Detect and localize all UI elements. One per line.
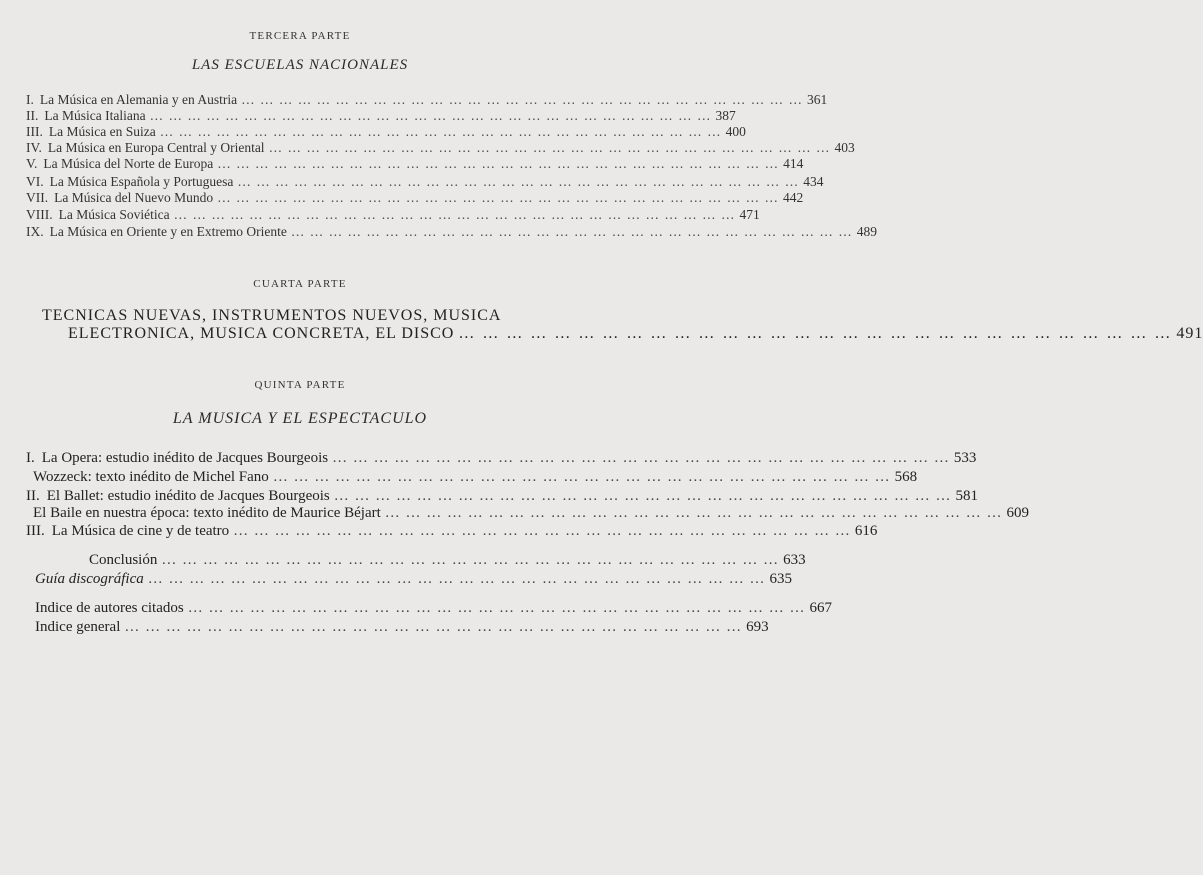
dot-leader: … … … … … … … … … … … … … … … … … … … … … … … … … … … … … … xyxy=(272,469,891,485)
toc-entry-conclusion xyxy=(89,552,806,569)
entry-page: 442 xyxy=(782,190,804,205)
entry-number: VI. xyxy=(26,174,44,189)
dot-leader: … … … … … … … … … … … … … … … … … … … … … … … … … … … … … … xyxy=(233,523,851,539)
entry-number: VIII. xyxy=(26,207,53,222)
part-4-title xyxy=(42,307,1203,343)
entry-number: VII. xyxy=(26,190,49,205)
entry-title: La Música en Oriente y en Extremo Oriente xyxy=(49,224,287,239)
entry-page: 568 xyxy=(894,469,918,485)
toc-entry xyxy=(26,190,804,206)
part-4-title-line-1: TECNICAS NUEVAS, INSTRUMENTOS NUEVOS, MUSICA xyxy=(42,307,502,324)
entry-page: 471 xyxy=(739,207,760,222)
part-4-title-line-2-text: ELECTRONICA, MUSICA CONCRETA, EL DISCO xyxy=(68,325,455,342)
toc-entry xyxy=(26,108,736,124)
entry-title: Indice de autores citados xyxy=(35,600,184,616)
dot-leader: … … … … … … … … … … … … … … … … … … … … … … … … … … … … … … xyxy=(332,450,950,466)
entry-page: 633 xyxy=(783,552,806,568)
dot-leader: … … … … … … … … … … … … … … … … … … … … … … … … … … … … … … xyxy=(241,92,803,107)
part-4-label: CUARTA PARTE xyxy=(253,278,347,290)
entry-number: II. xyxy=(26,488,40,504)
entry-title: Guía discográfica xyxy=(35,571,144,587)
entry-title: La Música de cine y de teatro xyxy=(51,523,230,539)
dot-leader: … … … … … … … … … … … … … … … … … … … … … … … … … … … … … … xyxy=(161,552,780,568)
entry-page: 616 xyxy=(854,523,878,539)
entry-page: 414 xyxy=(783,156,804,171)
dot-leader: … … … … … … … … … … … … … … … … … … … … … … … … … … … … … … xyxy=(458,325,1173,342)
entry-title: Indice general xyxy=(35,619,121,635)
entry-title: La Música Italiana xyxy=(44,108,146,123)
entry-page: 581 xyxy=(955,488,979,504)
entry-title: La Música en Europa Central y Oriental xyxy=(47,140,265,155)
entry-title: La Música en Alemania y en Austria xyxy=(39,92,238,107)
entry-page: 387 xyxy=(715,108,736,123)
entry-page: 400 xyxy=(725,124,746,139)
part-3-title: LAS ESCUELAS NACIONALES xyxy=(191,57,409,73)
entry-page: 403 xyxy=(834,140,855,155)
dot-leader: … … … … … … … … … … … … … … … … … … … … … … … … … … … … … … xyxy=(384,505,1003,521)
entry-page: 361 xyxy=(806,92,828,107)
entry-title: El Baile en nuestra época: texto inédito de Maurice Béjart xyxy=(33,505,381,521)
dot-leader: … … … … … … … … … … … … … … … … … … … … … … … … … … … … … … xyxy=(159,124,722,139)
dot-leader: … … … … … … … … … … … … … … … … … … … … … … … … … … … … … … xyxy=(187,600,806,616)
entry-page: 533 xyxy=(953,450,977,466)
part-4-title-line-2 xyxy=(42,325,1203,343)
entry-title: La Música Española y Portuguesa xyxy=(49,174,234,189)
entry-title: La Opera: estudio inédito de Jacques Bourgeois xyxy=(41,450,329,466)
part-4-page: 491 xyxy=(1176,325,1203,342)
toc-entry xyxy=(26,469,918,486)
entry-page: 667 xyxy=(809,600,832,616)
entry-title: Conclusión xyxy=(89,552,158,568)
entry-page: 434 xyxy=(803,174,824,189)
toc-entry xyxy=(26,224,878,240)
entry-number: IX. xyxy=(26,224,44,239)
entry-page: 693 xyxy=(746,619,769,635)
toc-entry xyxy=(26,124,746,140)
entry-number: V. xyxy=(26,156,38,171)
dot-leader: … … … … … … … … … … … … … … … … … … … … … … … … … … … … … … xyxy=(333,488,952,504)
entry-number: III. xyxy=(26,124,43,139)
entry-title: La Música del Norte de Europa xyxy=(43,156,214,171)
toc-entry xyxy=(26,505,1030,522)
toc-entry xyxy=(26,156,804,172)
toc-entry xyxy=(26,174,824,190)
entry-title: La Música Soviética xyxy=(58,207,170,222)
toc-entry xyxy=(26,523,878,540)
part-5-title: LA MUSICA Y EL ESPECTACULO xyxy=(172,410,428,427)
toc-entry-general-index xyxy=(35,619,769,636)
toc-entry-discography xyxy=(35,571,792,588)
entry-page: 635 xyxy=(769,571,792,587)
dot-leader: … … … … … … … … … … … … … … … … … … … … … … … … … … … … … … xyxy=(217,156,780,171)
entry-page: 609 xyxy=(1006,505,1030,521)
dot-leader: … … … … … … … … … … … … … … … … … … … … … … … … … … … … … … xyxy=(290,224,853,239)
toc-entry xyxy=(26,207,760,223)
toc-entry xyxy=(26,140,855,156)
entry-number: II. xyxy=(26,108,39,123)
dot-leader: … … … … … … … … … … … … … … … … … … … … … … … … … … … … … … xyxy=(217,190,779,205)
dot-leader: … … … … … … … … … … … … … … … … … … … … … … … … … … … … … … xyxy=(147,571,766,587)
toc-entry xyxy=(26,488,979,505)
entry-number: I. xyxy=(26,92,34,107)
entry-title: La Música en Suiza xyxy=(48,124,156,139)
entry-number: III. xyxy=(26,523,45,539)
toc-entry xyxy=(26,450,977,467)
dot-leader: … … … … … … … … … … … … … … … … … … … … … … … … … … … … … … xyxy=(173,207,736,222)
entry-page: 489 xyxy=(856,224,878,239)
dot-leader: … … … … … … … … … … … … … … … … … … … … … … … … … … … … … … xyxy=(124,619,743,635)
part-3-label: TERCERA PARTE xyxy=(249,30,351,42)
dot-leader: … … … … … … … … … … … … … … … … … … … … … … … … … … … … … … xyxy=(237,174,800,189)
entry-title: Wozzeck: texto inédito de Michel Fano xyxy=(33,469,269,485)
dot-leader: … … … … … … … … … … … … … … … … … … … … … … … … … … … … … … xyxy=(149,108,712,123)
entry-title: La Música del Nuevo Mundo xyxy=(54,190,214,205)
toc-entry xyxy=(26,92,828,108)
dot-leader: … … … … … … … … … … … … … … … … … … … … … … … … … … … … … … xyxy=(268,140,831,155)
part-5-label: QUINTA PARTE xyxy=(254,379,346,391)
entry-title: El Ballet: estudio inédito de Jacques Bourgeois xyxy=(46,488,330,504)
entry-number: I. xyxy=(26,450,35,466)
entry-number: IV. xyxy=(26,140,42,155)
toc-entry-author-index xyxy=(35,600,832,617)
